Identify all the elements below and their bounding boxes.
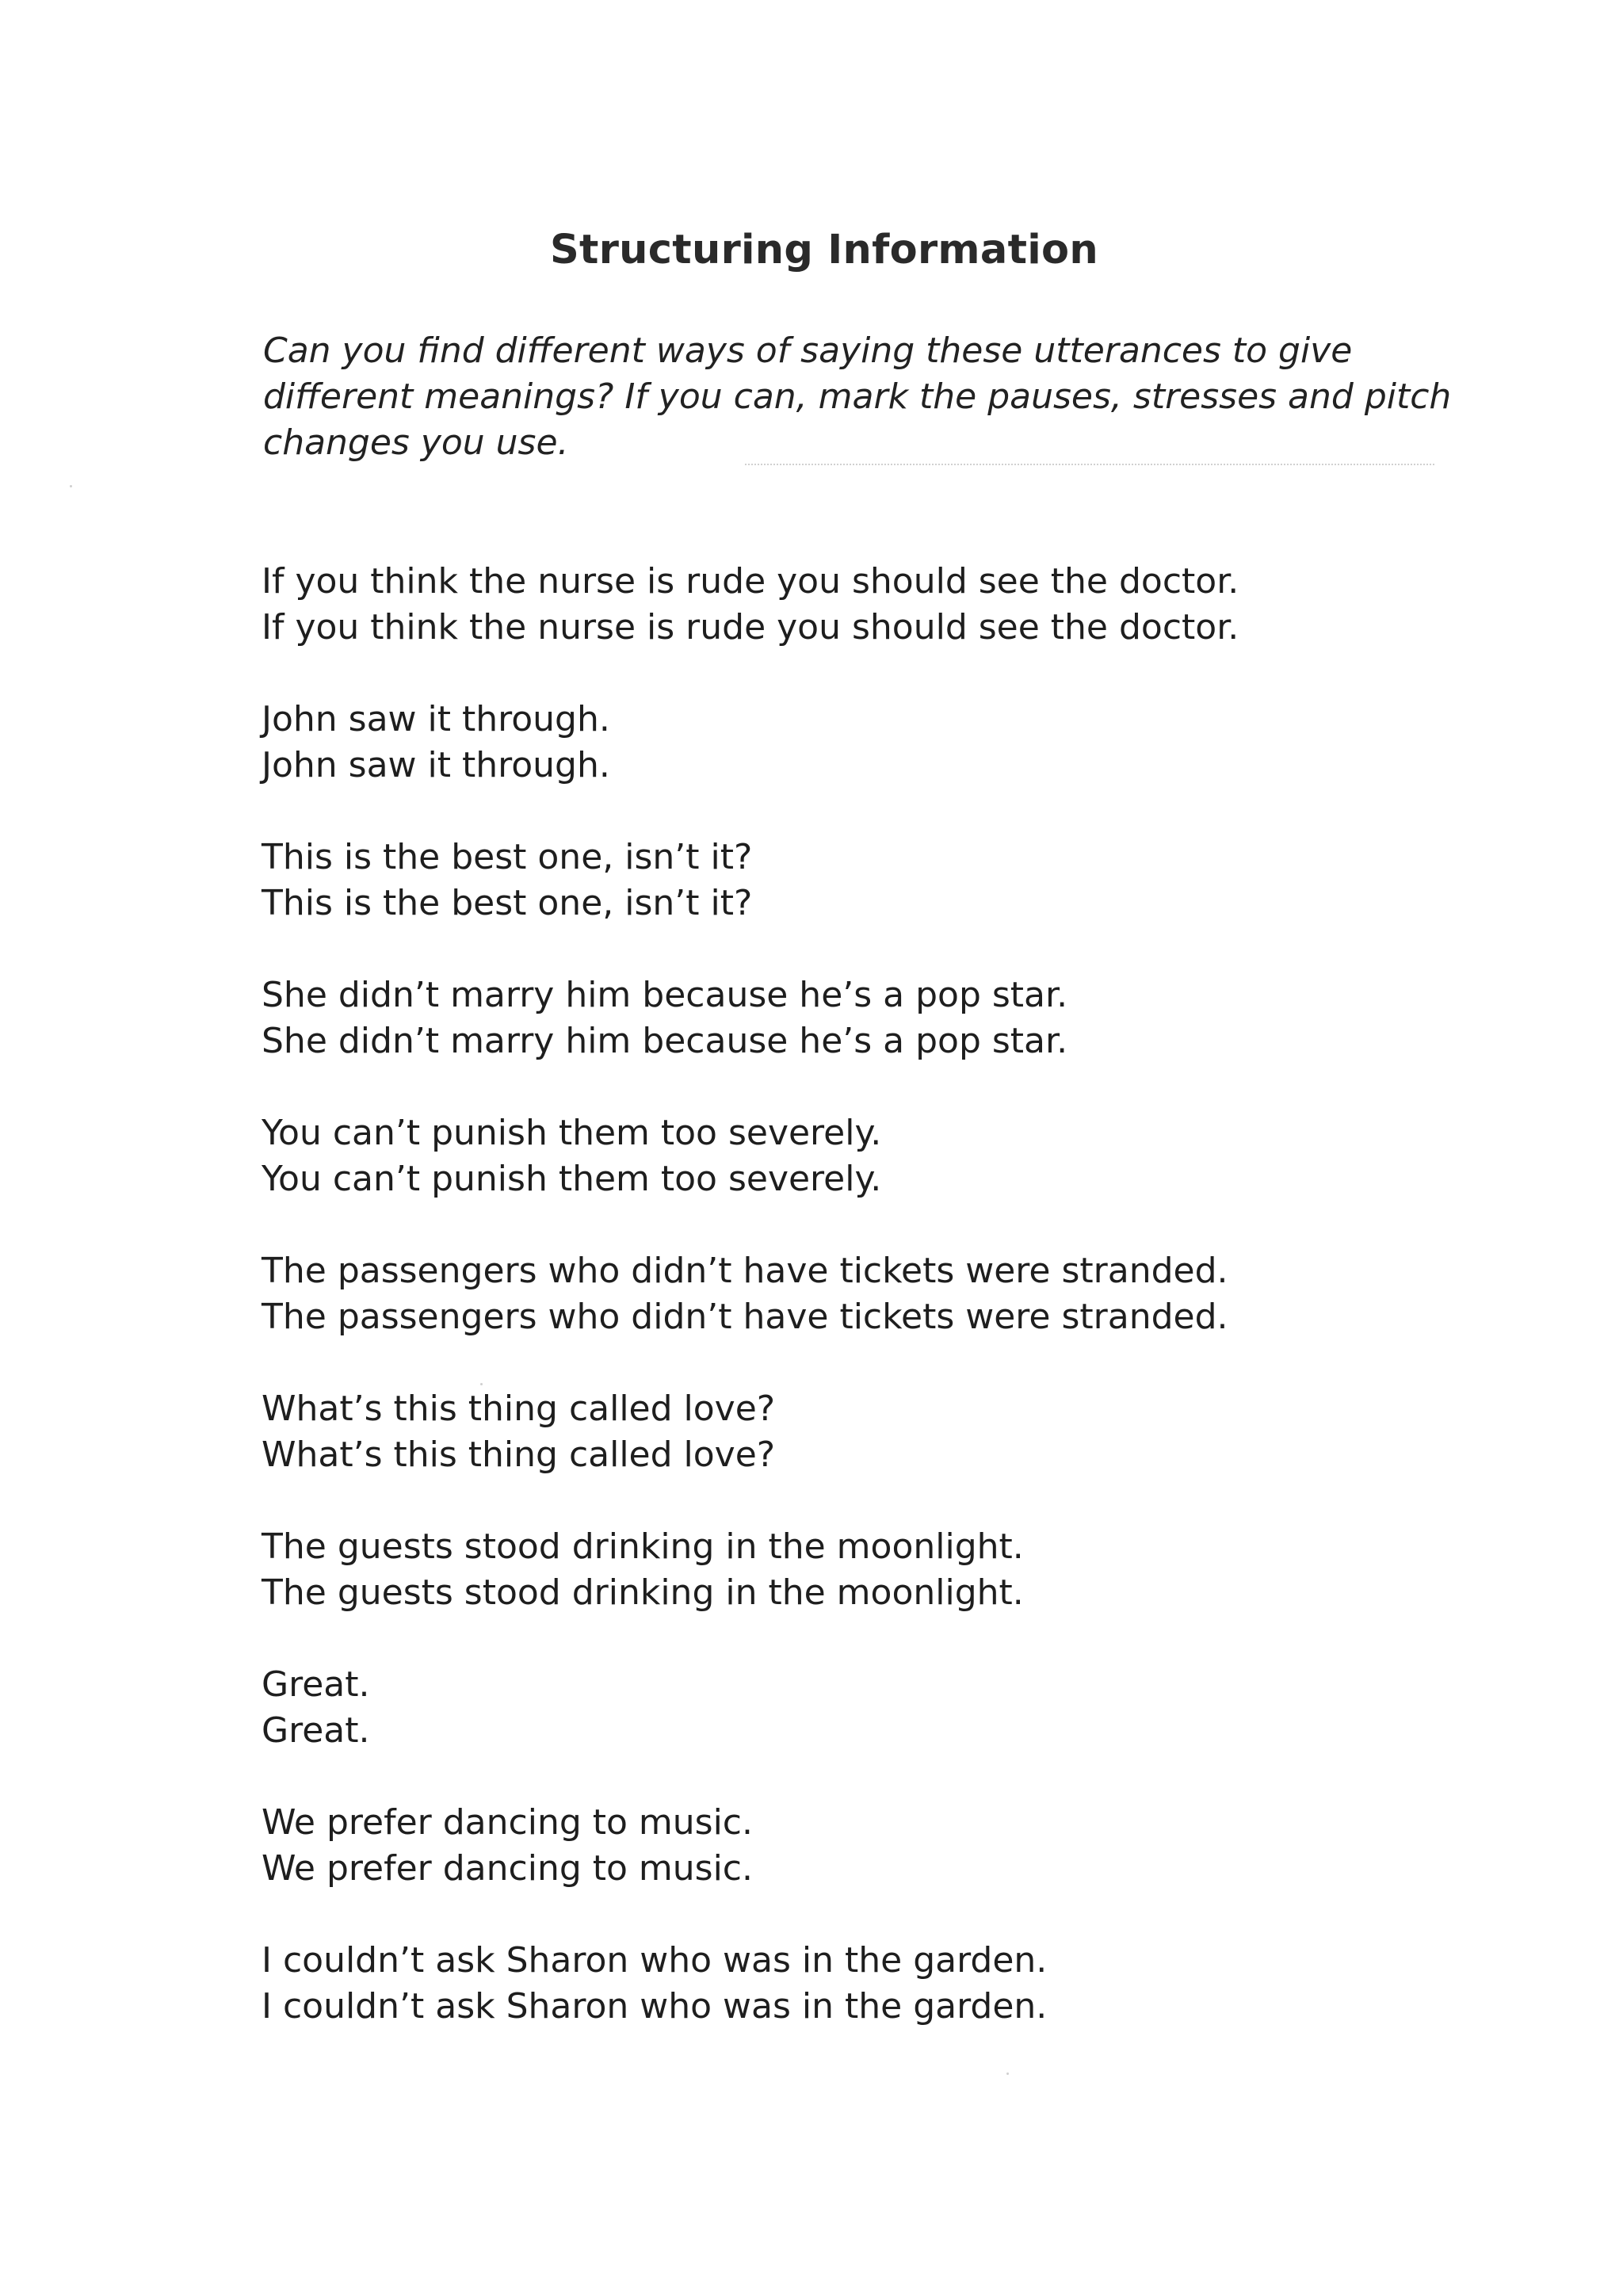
utterance-pair — [262, 1800, 1450, 1892]
utterance-pair — [262, 1938, 1450, 2030]
utterance-line: You can’t punish them too severely. — [262, 1113, 882, 1153]
utterance-pair — [262, 1110, 1450, 1202]
utterance-pair — [262, 1524, 1450, 1616]
utterance-line: If you think the nurse is rude you should see the doctor. — [262, 561, 1239, 602]
utterance-line: What’s this thing called love? — [262, 1435, 776, 1475]
utterance-line: What’s this thing called love? — [262, 1389, 776, 1429]
utterance-pair — [262, 697, 1450, 789]
utterance-line: This is the best one, isn’t it? — [262, 837, 753, 877]
utterance-line: This is the best one, isn’t it? — [262, 883, 753, 923]
utterance-pair — [262, 972, 1450, 1064]
utterance-line: The passengers who didn’t have tickets were stranded. — [262, 1297, 1228, 1337]
utterance-line: If you think the nurse is rude you should see the doctor. — [262, 607, 1239, 648]
scan-speck — [70, 485, 72, 487]
utterance-line: Great. — [262, 1710, 370, 1751]
utterance-line: We prefer dancing to music. — [262, 1848, 753, 1889]
utterance-line: I couldn’t ask Sharon who was in the garden. — [262, 1986, 1048, 2027]
scan-dotted-artifact — [745, 464, 1434, 465]
instructions-paragraph: Can you find different ways of saying these utterances to give different meanings? If you can, mark the pauses, stresses and pitch changes you use. — [263, 330, 1452, 463]
utterance-line: Great. — [262, 1664, 370, 1705]
utterance-pair — [262, 559, 1450, 651]
utterance-line: The passengers who didn’t have tickets were stranded. — [262, 1251, 1228, 1291]
utterance-line: She didn’t marry him because he’s a pop star. — [262, 975, 1068, 1015]
utterance-line: She didn’t marry him because he’s a pop star. — [262, 1021, 1068, 1061]
utterance-line: You can’t punish them too severely. — [262, 1159, 882, 1199]
page-title: Structuring Information — [549, 227, 1098, 273]
utterance-line: John saw it through. — [262, 745, 610, 785]
utterance-line: I couldn’t ask Sharon who was in the garden. — [262, 1940, 1048, 1981]
utterance-pair — [262, 835, 1450, 926]
utterance-pair — [262, 1248, 1450, 1340]
utterance-line: The guests stood drinking in the moonlight. — [262, 1572, 1024, 1613]
utterance-pair — [262, 1386, 1450, 1478]
utterance-line: John saw it through. — [262, 699, 610, 739]
utterance-pair — [262, 1662, 1450, 1754]
utterance-line: The guests stood drinking in the moonlight. — [262, 1526, 1024, 1567]
utterance-line: We prefer dancing to music. — [262, 1802, 753, 1843]
utterance-list — [262, 559, 1450, 2076]
